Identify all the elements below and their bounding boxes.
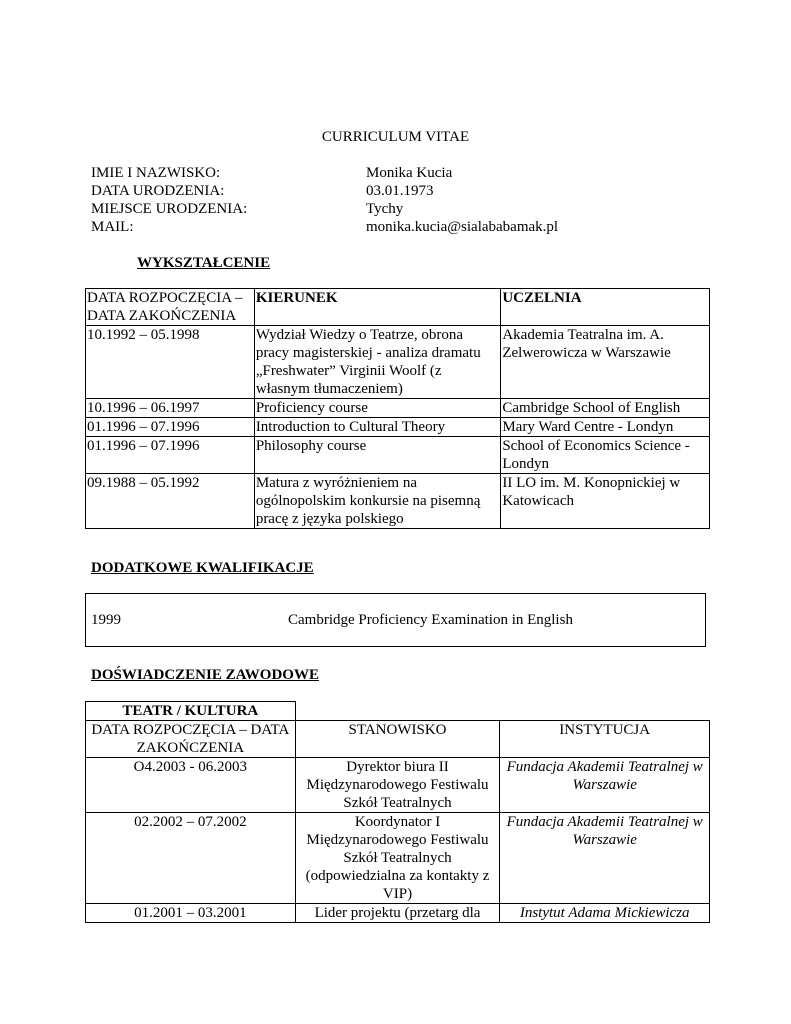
table-row xyxy=(86,399,710,418)
table-row xyxy=(86,904,710,923)
edu-field: Matura z wyróżnieniem na ogólnopolskim konkursie na pisemną pracę z języka polskiego xyxy=(254,474,501,529)
qualification-year: 1999 xyxy=(91,612,121,628)
table-row xyxy=(86,326,710,399)
exp-position: Dyrektor biura II Międzynarodowego Festiwalu Szkół Teatralnych xyxy=(295,758,500,813)
table-row xyxy=(86,813,710,904)
edu-field: Introduction to Cultural Theory xyxy=(254,418,501,437)
edu-date: 10.1996 – 06.1997 xyxy=(86,399,255,418)
exp-institution: Fundacja Akademii Teatralnej w Warszawie xyxy=(500,813,710,904)
edu-school: Mary Ward Centre - Londyn xyxy=(501,418,710,437)
exp-date: O4.2003 - 06.2003 xyxy=(86,758,296,813)
exp-institution: Instytut Adama Mickiewicza xyxy=(500,904,710,923)
name-label: IMIE I NAZWISKO: xyxy=(91,165,221,181)
email-label: MAIL: xyxy=(91,219,134,235)
exp-position: Lider projektu (przetarg dla xyxy=(295,904,500,923)
edu-date: 01.1996 – 07.1996 xyxy=(86,437,255,474)
edu-date: 01.1996 – 07.1996 xyxy=(86,418,255,437)
header-date: DATA ROZPOCZĘCIA – DATA ZAKOŃCZENIA xyxy=(86,289,255,326)
edu-field: Wydział Wiedzy o Teatrze, obrona pracy magisterskiej - analiza dramatu „Freshwater” Virginii Woolf (z własnym tłumaczeniem) xyxy=(254,326,501,399)
section-spacer xyxy=(295,702,709,721)
table-header-row xyxy=(86,721,710,758)
qualification-text: Cambridge Proficiency Examination in English xyxy=(288,612,573,628)
edu-school: School of Economics Science - Londyn xyxy=(501,437,710,474)
header-date: DATA ROZPOCZĘCIA – DATA ZAKOŃCZENIA xyxy=(86,721,296,758)
birthdate-value: 03.01.1973 xyxy=(366,183,434,199)
header-position: STANOWISKO xyxy=(295,721,500,758)
table-row xyxy=(86,418,710,437)
table-header-row xyxy=(86,289,710,326)
header-institution: INSTYTUCJA xyxy=(500,721,710,758)
edu-field: Proficiency course xyxy=(254,399,501,418)
exp-date: 02.2002 – 07.2002 xyxy=(86,813,296,904)
birthdate-label: DATA URODZENIA: xyxy=(91,183,225,199)
section-label: TEATR / KULTURA xyxy=(86,702,296,721)
section-row xyxy=(86,702,710,721)
edu-school: II LO im. M. Konopnickiej w Katowicach xyxy=(501,474,710,529)
table-row xyxy=(86,437,710,474)
birthplace-value: Tychy xyxy=(366,201,404,217)
header-school: UCZELNIA xyxy=(501,289,710,326)
table-row xyxy=(86,474,710,529)
edu-field: Philosophy course xyxy=(254,437,501,474)
email-value: monika.kucia@sialababamak.pl xyxy=(366,219,559,235)
page-title: CURRICULUM VITAE xyxy=(321,129,470,145)
education-table xyxy=(85,288,710,529)
edu-school: Akademia Teatralna im. A. Zelwerowicza w Warszawie xyxy=(501,326,710,399)
edu-date: 10.1992 – 05.1998 xyxy=(86,326,255,399)
birthplace-label: MIEJSCE URODZENIA: xyxy=(91,201,248,217)
experience-table xyxy=(85,701,710,923)
experience-heading: DOŚWIADCZENIE ZAWODOWE xyxy=(91,667,319,683)
edu-school: Cambridge School of English xyxy=(501,399,710,418)
table-row xyxy=(86,758,710,813)
exp-position: Koordynator I Międzynarodowego Festiwalu Szkół Teatralnych (odpowiedzialna za kontakty z VIP) xyxy=(295,813,500,904)
exp-date: 01.2001 – 03.2001 xyxy=(86,904,296,923)
education-heading: WYKSZTAŁCENIE xyxy=(137,255,271,271)
qualifications-heading: DODATKOWE KWALIFIKACJE xyxy=(91,560,314,576)
header-field: KIERUNEK xyxy=(254,289,501,326)
edu-date: 09.1988 – 05.1992 xyxy=(86,474,255,529)
exp-institution: Fundacja Akademii Teatralnej w Warszawie xyxy=(500,758,710,813)
qualifications-box xyxy=(85,593,706,647)
name-value: Monika Kucia xyxy=(366,165,453,181)
